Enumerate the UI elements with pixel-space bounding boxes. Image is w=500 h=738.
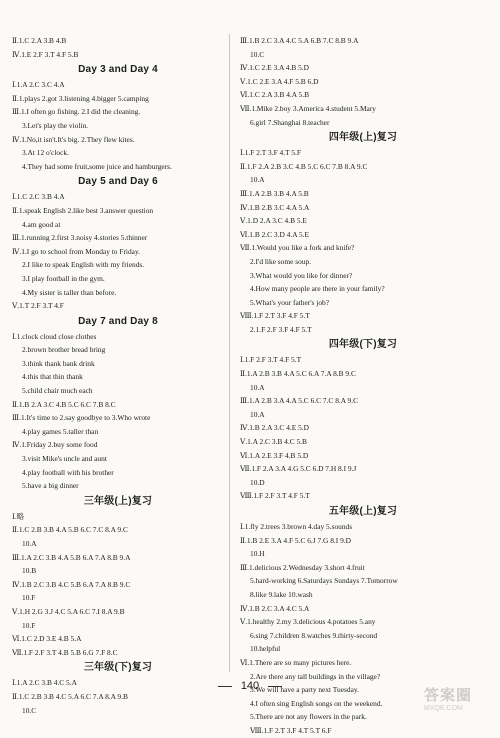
section-heading: 五年级(上)复习 [328,506,398,517]
answer-line: 10.F [22,593,36,603]
answer-line: 10.A [250,175,265,185]
answer-line: Ⅲ.1.B 2.C 3.A 4.C 5.A 6.B 7.C 8.B 9.A [240,36,359,45]
answer-line: 10.A [250,382,265,392]
watermark-sub: MXQE.COM [424,705,463,712]
answer-line: 10.helpful [250,644,281,654]
answer-line: Ⅲ.1.running 2.first 3.noisy 4.stories 5.thinner [12,233,148,243]
answer-line: Ⅵ.1.C 2.D 3.E 4.B 5.A [12,634,82,644]
answer-line: Ⅲ.1.It's time to 2.say goodbye to 3.Who wrote [12,413,151,423]
answer-line: 3.What would you like for dinner? [250,270,353,280]
answer-line: 2.I like to speak English with my friends. [22,260,145,270]
answer-line: Ⅳ.1.C 2.E 3.A 4.B 5.D [240,63,309,73]
answer-line: 3.We will have a party next Tuesday. [250,685,359,695]
answer-line: 4.How many people are there in your family? [250,284,385,294]
column-divider [229,34,230,672]
answer-line: 8.like 9.lake 10.wash [250,589,313,599]
answer-line: 5.child chair much each [22,386,93,396]
answer-line: 10.F [22,620,36,630]
answer-line: Ⅷ.1.F 2.T 3.F 4.T 5.T 6.F [250,725,332,735]
watermark-main: 答案圈 [424,687,473,704]
answer-line: 4.play games 5.taller than [22,426,99,436]
answer-line: 6.girl 7.Shanghai 8.teacher [250,117,330,127]
answer-line: 4.I often sing English songs on the weekend. [250,698,383,708]
answer-line: Ⅰ.略 [12,511,25,521]
answer-line: Ⅶ.1.Would you like a fork and knife? [240,243,355,253]
answer-line: 6.sing 7.children 8.watches 9.thirty-second [250,630,378,640]
answer-line: Ⅱ.1.C 2.A 3.B 4.B [12,36,67,45]
answer-line: Ⅵ.1.A 2.E 3.F 4.B 5.D [240,450,309,460]
answer-line: Ⅰ.1.F 2.F 3.T 4.F 5.T [240,355,302,365]
section-heading: 三年级(下)复习 [83,662,153,674]
answer-line: 4.play football with his brother [22,467,114,477]
answer-line: Ⅱ.1.B 2.A 3.C 4.B 5.C 6.C 7.B 8.C [12,399,116,409]
answer-line: 3.I play football in the gym. [22,273,105,283]
answer-line: 3.think thank bank drink [22,358,95,368]
answer-line: Ⅳ.1.B 2.C 3.B 4.C 5.B 6.A 7.A 8.B 9.C [12,579,131,589]
answer-line: 5.What's your father's job? [250,297,330,307]
answer-line: 2.Are there any tall buildings in the village? [250,671,381,681]
section-heading: 三年级(上)复习 [83,495,153,507]
answer-line: Ⅳ.1.E 2.F 3.T 4.F 5.B [12,49,79,59]
answer-line: 4.They had some fruit,some juice and hamburgers. [22,161,172,171]
answer-line: Ⅱ.1.C 2.B 3.B 4.A 5.B 6.C 7.C 8.A 9.C [12,525,128,535]
page-number: 140 [240,680,260,692]
answer-line: 10.C [22,705,37,715]
answer-line: Ⅵ.1.B 2.C 3.D 4.A 5.E [240,229,310,239]
answer-line: Ⅴ.1.C 2.E 3.A 4.F 5.B 6.D [240,76,319,86]
answer-line: Ⅲ.1.A 2.C 3.B 4.A 5.B 6.A 7.A 8.B 9.A [12,552,131,562]
right-column [240,34,486,738]
answer-line: 5.hard-working 6.Saturdays Sundays 7.Tomorrow [250,576,398,586]
answer-line: Ⅳ.1.B 2.B 3.C 4.A 5.A [240,202,310,212]
answer-line: Ⅱ.1.A 2.B 3.B 4.A 5.C 6.A 7.A 8.B 9.C [240,369,356,379]
answer-line: Ⅱ.1.B 2.E 3.A 4.F 5.C 6.J 7.G 8.I 9.D [240,535,351,545]
watermark-logo [424,684,494,712]
answer-line: 4.am good at [22,219,61,229]
answer-line: Ⅰ.1.A 2.C 3.B 4.C 5.A [12,678,77,688]
answer-line: 10.A [22,539,37,548]
answer-line: Ⅰ.1.fly 2.trees 3.brown 4.day 5.sounds [240,522,353,531]
answer-line: 5.have a big dinner [22,481,79,491]
answer-line: 3.Let's play the violin. [22,120,88,130]
answer-line: Ⅶ.1.Mike 2.boy 3.America 4.student 5.Mary [240,103,376,113]
answer-line: 10.H [250,549,265,559]
section-heading: 四年级(下)复习 [328,339,398,351]
answer-line: Ⅰ.1.clock cloud close clothes [12,331,97,341]
answer-line: Ⅳ.1.I go to school from Monday to Friday. [12,246,141,256]
answer-line: 4.My sister is taller than before. [22,287,117,297]
answer-line: Ⅰ.1.C 2.C 3.B 4.A [12,192,65,202]
answer-line: Ⅶ.1.F 2.F 3.T 4.B 5.B 6.G 7.F 8.C [12,647,118,657]
answer-line: 3.At 12 o'clock. [22,148,69,158]
answer-line: 2.brown brother bread bring [22,345,106,355]
answer-line: Ⅴ.1.H 2.G 3.J 4.C 5.A 6.C 7.I 8.A 9.B [12,606,125,616]
answer-line: 2.I'd like some soup. [250,256,312,266]
answer-line: Ⅶ.1.F 2.A 3.A 4.G 5.C 6.D 7.H 8.I 9.J [240,464,357,474]
answer-line: 10.B [22,566,37,576]
left-column [12,34,224,717]
answer-line: 10.A [250,409,265,419]
answer-line: Ⅳ.1.B 2.C 3.A 4.C 5.A [240,603,310,613]
answer-line: Ⅷ.1.F 2.T 3.F 4.F 5.T [240,311,310,321]
dash-left [218,686,232,687]
answer-line: Ⅱ.1.plays 2.got 3.listening 4.bigger 5.camping [12,93,149,103]
section-heading: Day 3 and Day 4 [78,64,158,76]
answer-line: Ⅲ.1.I often go fishing. 2.I did the cleaning. [12,107,141,117]
answer-line: Ⅰ.1.A 2.C 3.C 4.A [12,80,65,90]
answer-line: Ⅵ.1.There are so many pictures here. [240,657,352,667]
answer-line: 4.this that thin thank [22,372,83,382]
answer-line: Ⅳ.1.No,it isn't.It's big. 2.They flew kites. [12,134,135,144]
answer-line: 3.visit Mike's uncle and aunt [22,454,107,464]
answer-line: Ⅳ.1.Friday 2.buy some food [12,440,98,450]
answer-line: Ⅱ.1.C 2.B 3.B 4.C 5.A 6.C 7.A 8.A 9.B [12,691,128,701]
answer-line: Ⅲ.1.A 2.B 3.B 4.A 5.B [240,188,309,198]
section-heading: 四年级(上)复习 [328,132,398,144]
answer-line: 10.D [250,477,265,487]
answer-line: Ⅲ.1.delicious 2.Wednesday 3.short 4.fruit [240,562,365,572]
answer-line: Ⅰ.1.F 2.T 3.F 4.T 5.F [240,148,301,158]
answer-line: 10.C [250,49,265,59]
answer-line: Ⅴ.1.T 2.F 3.T 4.F [12,301,64,311]
dash-right [268,686,282,687]
answer-line: Ⅲ.1.A 2.B 3.A 4.A 5.C 6.C 7.C 8.A 9.C [240,396,359,406]
answer-line: Ⅴ.1.healthy 2.my 3.delicious 4.potatoes 5.any [240,617,376,627]
answer-line: Ⅳ.1.B 2.A 3.C 4.E 5.D [240,423,309,433]
answer-line: Ⅵ.1.C 2.A 3.B 4.A 5.B [240,90,310,100]
answer-line: Ⅴ.1.A 2.C 3.B 4.C 5.B [240,437,307,447]
section-heading: Day 5 and Day 6 [78,176,158,188]
answer-line: Ⅱ.1.speak English 2.like best 3.answer question [12,205,154,215]
answer-line: 2.1.F 2.F 3.F 4.F 5.T [250,324,312,334]
answer-line: Ⅷ.1.F 2.F 3.T 4.F 5.T [240,491,310,501]
answer-line: Ⅴ.1.D 2.A 3.C 4.B 5.E [240,216,307,226]
section-heading: Day 7 and Day 8 [78,315,158,327]
answer-line: Ⅱ.1.F 2.A 2.B 3.C 4.B 5.C 6.C 7.B 8.A 9.C [240,161,368,171]
answer-line: 5.There are not any flowers in the park. [250,712,367,722]
